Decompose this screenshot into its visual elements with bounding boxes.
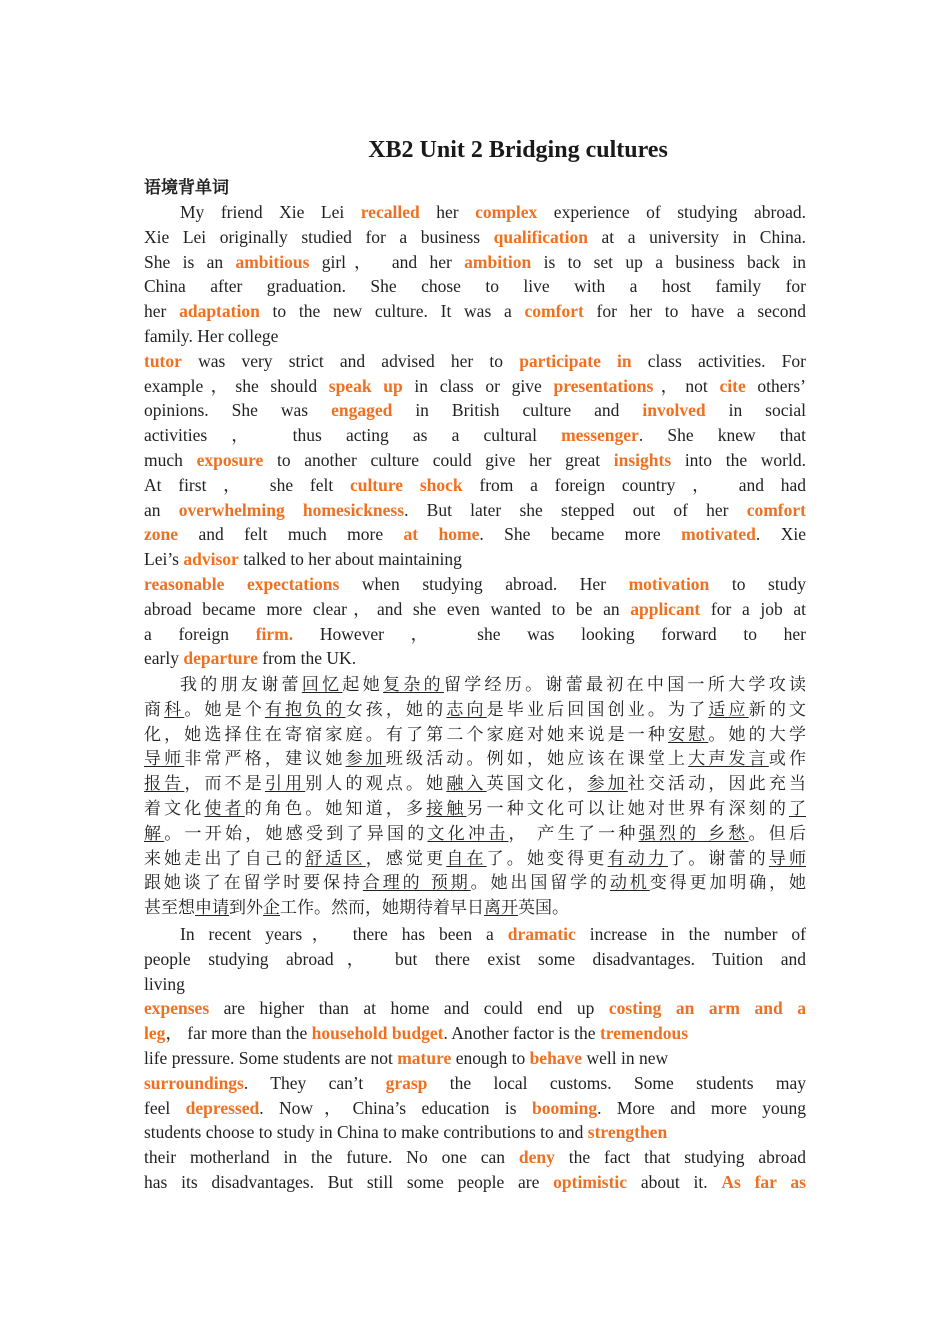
underlined-term: 参加 xyxy=(345,749,386,770)
vocabulary-keyword: leg xyxy=(144,1023,166,1044)
text-run: living xyxy=(144,973,185,994)
text-line xyxy=(144,547,806,572)
underlined-term: 动机 xyxy=(609,873,650,894)
vocabulary-keyword: strengthen xyxy=(587,1122,668,1143)
text-run: to the new culture. It was a xyxy=(259,301,525,322)
vocabulary-keyword: involved xyxy=(642,400,706,421)
underlined-term: 了 xyxy=(789,798,806,819)
text-line xyxy=(144,374,806,399)
text-run: . More and more young xyxy=(597,1097,806,1118)
english-paragraph-2 xyxy=(144,922,806,1195)
text-run: early xyxy=(144,648,184,669)
text-run: 我的朋友谢蕾 xyxy=(180,675,302,695)
text-line xyxy=(144,723,806,748)
underlined-term: 申请 xyxy=(195,898,229,919)
text-run: 的角色。她知道，多 xyxy=(244,798,427,819)
text-line xyxy=(144,922,806,947)
text-run: At first ， she felt xyxy=(144,474,350,495)
text-run: 到外 xyxy=(229,898,263,919)
underlined-term: 导师 xyxy=(144,749,185,770)
text-run: She is an xyxy=(144,251,236,272)
vocabulary-keyword: advisor xyxy=(183,549,239,570)
underlined-term: 文化冲击 xyxy=(427,823,509,844)
vocabulary-keyword: speak up xyxy=(328,375,403,396)
underlined-term: 科 xyxy=(164,699,185,720)
text-run: . Xie xyxy=(755,524,806,545)
text-line xyxy=(144,972,806,997)
text-run: their motherland in the future. No one can xyxy=(144,1147,519,1168)
text-line xyxy=(144,896,806,921)
text-run: class activities. For xyxy=(631,350,806,371)
text-line xyxy=(144,597,806,622)
underlined-term: 大声发言 xyxy=(688,749,769,770)
text-line xyxy=(144,225,806,250)
text-line xyxy=(144,871,806,896)
text-run: ， far more than the xyxy=(165,1023,312,1044)
text-run: increase in the number of xyxy=(575,924,806,944)
vocabulary-keyword: firm. xyxy=(255,623,294,644)
vocabulary-keyword: ambition xyxy=(464,251,532,272)
text-line xyxy=(144,522,806,547)
text-run: . They can’t xyxy=(243,1072,386,1093)
underlined-term: 使者 xyxy=(204,798,245,819)
underlined-term: 有抱负的 xyxy=(264,699,346,720)
text-run: talked to her about maintaining xyxy=(238,549,462,570)
text-run: family. Her college xyxy=(144,325,279,346)
text-line xyxy=(144,423,806,448)
text-run: from a foreign country ， and had xyxy=(462,474,807,495)
text-run: 着文化 xyxy=(144,798,205,819)
vocabulary-keyword: adaptation xyxy=(179,301,260,322)
text-run: to another culture could give her great xyxy=(263,449,614,470)
vocabulary-keyword: applicant xyxy=(630,598,701,619)
text-line xyxy=(144,772,806,797)
underlined-term: 回忆 xyxy=(301,675,343,695)
vocabulary-keyword: comfort xyxy=(524,301,584,322)
text-run: 女孩，她的 xyxy=(345,699,447,720)
text-run: enough to xyxy=(451,1047,530,1068)
text-run: students choose to study in China to make contributions to and xyxy=(144,1122,588,1143)
text-run: ，not xyxy=(653,375,720,396)
text-run: a foreign xyxy=(144,623,256,644)
vocabulary-keyword: costing an arm and a xyxy=(608,998,807,1019)
text-run: are higher than at home and could end up xyxy=(209,998,609,1019)
text-line xyxy=(144,349,806,374)
text-run: in British culture and xyxy=(392,400,643,421)
text-line xyxy=(144,572,806,597)
text-run: 来她走出了自己的 xyxy=(144,848,306,869)
text-run: has its disadvantages. But still some people are xyxy=(144,1171,554,1192)
vocabulary-keyword: messenger xyxy=(561,425,639,446)
text-line xyxy=(144,1021,806,1046)
text-run: . She became more xyxy=(479,524,682,545)
text-run: 变得更加明确，她 xyxy=(649,873,807,894)
text-run: others’ xyxy=(745,375,806,396)
text-run: experience of studying abroad. xyxy=(537,202,806,222)
underlined-term: 解 xyxy=(144,823,165,844)
text-run: China after graduation. She chose to live with a host family for xyxy=(144,276,806,297)
text-run: her xyxy=(144,301,180,322)
text-run: about it. xyxy=(627,1171,722,1192)
text-run: . She knew that xyxy=(638,425,806,446)
text-run: was very strict and advised her to xyxy=(181,350,520,371)
text-run: example，she should xyxy=(144,375,329,396)
text-run: ，而不是 xyxy=(184,774,265,795)
text-line xyxy=(144,473,806,498)
underlined-term: 舒适区 xyxy=(305,848,366,869)
text-run: at a university in China. xyxy=(587,226,806,247)
underlined-term: 强烈的 乡愁 xyxy=(638,823,749,844)
vocabulary-keyword: engaged xyxy=(331,400,393,421)
vocabulary-keyword: comfort xyxy=(746,499,806,520)
vocabulary-keyword: presentations xyxy=(553,375,654,396)
text-run: 新的文 xyxy=(748,699,806,720)
text-line xyxy=(144,1046,806,1071)
vocabulary-keyword: optimistic xyxy=(553,1171,628,1192)
text-run: 跟她谈了在留学时要保持 xyxy=(144,873,363,894)
vocabulary-keyword: motivated xyxy=(681,524,756,545)
underlined-term: 合理的 预期 xyxy=(362,873,471,894)
vocabulary-keyword: cite xyxy=(719,375,746,396)
vocabulary-keyword: tutor xyxy=(144,350,182,371)
text-run: 。一开始，她感受到了异国的 xyxy=(164,823,428,844)
text-line xyxy=(144,822,806,847)
text-line xyxy=(144,847,806,872)
text-line xyxy=(144,1120,806,1145)
vocabulary-keyword: ambitious xyxy=(235,251,310,272)
vocabulary-keyword: zone xyxy=(144,524,179,545)
text-line xyxy=(144,797,806,822)
underlined-term: 报告 xyxy=(144,774,185,795)
text-run: 英国文化， xyxy=(486,774,588,795)
text-run: 非常严格，建议她 xyxy=(184,749,346,770)
text-line xyxy=(144,747,806,772)
text-run: . Now，China’s education is xyxy=(259,1097,532,1118)
text-run: feel xyxy=(144,1097,186,1118)
vocabulary-keyword: exposure xyxy=(196,449,264,470)
text-line xyxy=(144,1071,806,1096)
text-line xyxy=(144,274,806,299)
text-line xyxy=(144,200,806,225)
vocabulary-keyword: As far as xyxy=(721,1171,806,1192)
text-run: 商 xyxy=(144,699,165,720)
text-run: 。但后 xyxy=(748,823,807,844)
text-run: My friend Xie Lei xyxy=(180,202,361,222)
text-run: and felt much more xyxy=(178,524,404,545)
text-run: 。她是个 xyxy=(184,699,265,720)
text-run: 甚至想 xyxy=(144,898,195,919)
text-run: into the world. xyxy=(671,449,806,470)
text-run: . Another factor is the xyxy=(443,1023,600,1044)
text-line xyxy=(144,324,806,349)
text-line xyxy=(144,673,806,698)
text-run: 别人的观点。她 xyxy=(305,774,447,795)
vocabulary-keyword: booming xyxy=(531,1097,598,1118)
text-run: in class or give xyxy=(402,375,554,396)
text-run: 了。她变得更 xyxy=(486,848,608,869)
underlined-term: 导师 xyxy=(768,848,806,869)
vocabulary-keyword: behave xyxy=(529,1047,583,1068)
text-run: In recent years， there has been a xyxy=(180,924,508,944)
text-run: for her to have a second xyxy=(583,301,806,322)
vocabulary-keyword: mature xyxy=(397,1047,452,1068)
vocabulary-keyword: overwhelming homesickness xyxy=(178,499,405,520)
vocabulary-keyword: reasonable expectations xyxy=(144,573,340,594)
vocabulary-keyword: dramatic xyxy=(507,924,576,944)
text-run: opinions. She was xyxy=(144,400,332,421)
underlined-term: 自在 xyxy=(446,848,487,869)
text-run: Lei’s xyxy=(144,549,184,570)
vocabulary-keyword: surroundings xyxy=(144,1072,244,1093)
text-line xyxy=(144,646,806,671)
text-line xyxy=(144,1145,806,1170)
text-run: 班级活动。例如，她应该在课堂上 xyxy=(385,749,689,770)
text-run: 。她的大学 xyxy=(708,724,806,745)
underlined-term: 适应 xyxy=(708,699,749,720)
english-paragraph-1 xyxy=(144,200,806,671)
vocabulary-keyword: complex xyxy=(475,202,538,222)
text-run: well in new xyxy=(582,1047,669,1068)
document-title: XB2 Unit 2 Bridging cultures xyxy=(368,137,668,163)
text-run: 工作。然而，她期待着早日 xyxy=(280,898,484,919)
chinese-translation-paragraph xyxy=(144,673,806,921)
text-run: 或作 xyxy=(768,749,806,770)
text-run: life pressure. Some students are not xyxy=(144,1047,398,1068)
text-line xyxy=(144,250,806,275)
vocabulary-keyword: participate in xyxy=(519,350,632,371)
text-run: ， 产生了一种 xyxy=(508,823,639,844)
text-line xyxy=(144,996,806,1021)
text-run: Xie Lei originally studied for a business xyxy=(144,226,494,247)
vocabulary-keyword: tremendous xyxy=(599,1023,689,1044)
text-run: ，感觉更 xyxy=(365,848,447,869)
text-line xyxy=(144,498,806,523)
vocabulary-keyword: qualification xyxy=(493,226,588,247)
text-run: 是毕业后回国创业。为了 xyxy=(486,699,709,720)
text-run: 化，她选择住在寄宿家庭。有了第二个家庭对她来说是一种 xyxy=(144,724,669,745)
text-run: is to set up a business back in xyxy=(531,251,806,272)
underlined-term: 参加 xyxy=(587,774,628,795)
underlined-term: 有动力 xyxy=(607,848,669,869)
vocabulary-keyword: insights xyxy=(613,449,672,470)
vocabulary-keyword: recalled xyxy=(360,202,420,222)
vocabulary-keyword: at home xyxy=(403,524,480,545)
underlined-term: 离开 xyxy=(484,898,518,919)
text-run: people studying abroad， but there exist some disadvantages. Tuition and xyxy=(144,948,806,969)
vocabulary-keyword: depressed xyxy=(185,1097,260,1118)
text-run: However ， she was looking forward to her xyxy=(293,623,806,644)
text-line xyxy=(144,698,806,723)
text-run: the local customs. Some students may xyxy=(427,1072,806,1093)
vocabulary-keyword: culture shock xyxy=(349,474,463,495)
text-run: 英国。 xyxy=(518,898,569,919)
vocabulary-keyword: deny xyxy=(518,1147,555,1168)
text-line xyxy=(144,947,806,972)
underlined-term: 融入 xyxy=(446,774,487,795)
text-run: to study xyxy=(709,573,806,594)
text-line xyxy=(144,398,806,423)
text-run: 起她 xyxy=(342,675,384,695)
text-run: from the UK. xyxy=(257,648,357,669)
underlined-term: 接触 xyxy=(426,798,467,819)
underlined-term: 志向 xyxy=(446,699,487,720)
text-run: 社交活动，因此充当 xyxy=(627,774,806,795)
underlined-term: 引用 xyxy=(264,774,306,795)
text-run: for a job at xyxy=(700,598,806,619)
text-run: when studying abroad. Her xyxy=(339,573,629,594)
text-run: 。她出国留学的 xyxy=(470,873,610,894)
text-line xyxy=(144,299,806,324)
text-run: activities ， thus acting as a cultural xyxy=(144,425,562,446)
text-run: 留学经历。谢蕾最初在中国一所大学攻读 xyxy=(443,675,807,695)
text-line xyxy=(144,1170,806,1195)
vocabulary-keyword: motivation xyxy=(628,573,710,594)
text-run: 另一种文化可以让她对世界有深刻的 xyxy=(466,798,789,819)
text-run: girl， and her xyxy=(309,251,465,272)
text-run: in social xyxy=(705,400,806,421)
vocabulary-keyword: household budget xyxy=(311,1023,444,1044)
text-run: the fact that studying abroad xyxy=(554,1147,807,1168)
text-run: her xyxy=(419,202,476,222)
underlined-term: 企 xyxy=(263,898,280,919)
text-run: much xyxy=(144,449,197,470)
section-heading: 语境背单词 xyxy=(144,178,229,198)
text-run: abroad became more clear，and she even wanted to be an xyxy=(144,598,631,619)
vocabulary-keyword: departure xyxy=(183,648,258,669)
vocabulary-keyword: grasp xyxy=(385,1072,428,1093)
text-line xyxy=(144,1096,806,1121)
text-run: 了。谢蕾的 xyxy=(668,848,769,869)
text-run: . But later she stepped out of her xyxy=(404,499,747,520)
text-line xyxy=(144,448,806,473)
underlined-term: 安慰 xyxy=(668,724,709,745)
underlined-term: 复杂的 xyxy=(383,675,444,695)
text-line xyxy=(144,622,806,647)
vocabulary-keyword: expenses xyxy=(144,998,210,1019)
text-run: an xyxy=(144,499,179,520)
